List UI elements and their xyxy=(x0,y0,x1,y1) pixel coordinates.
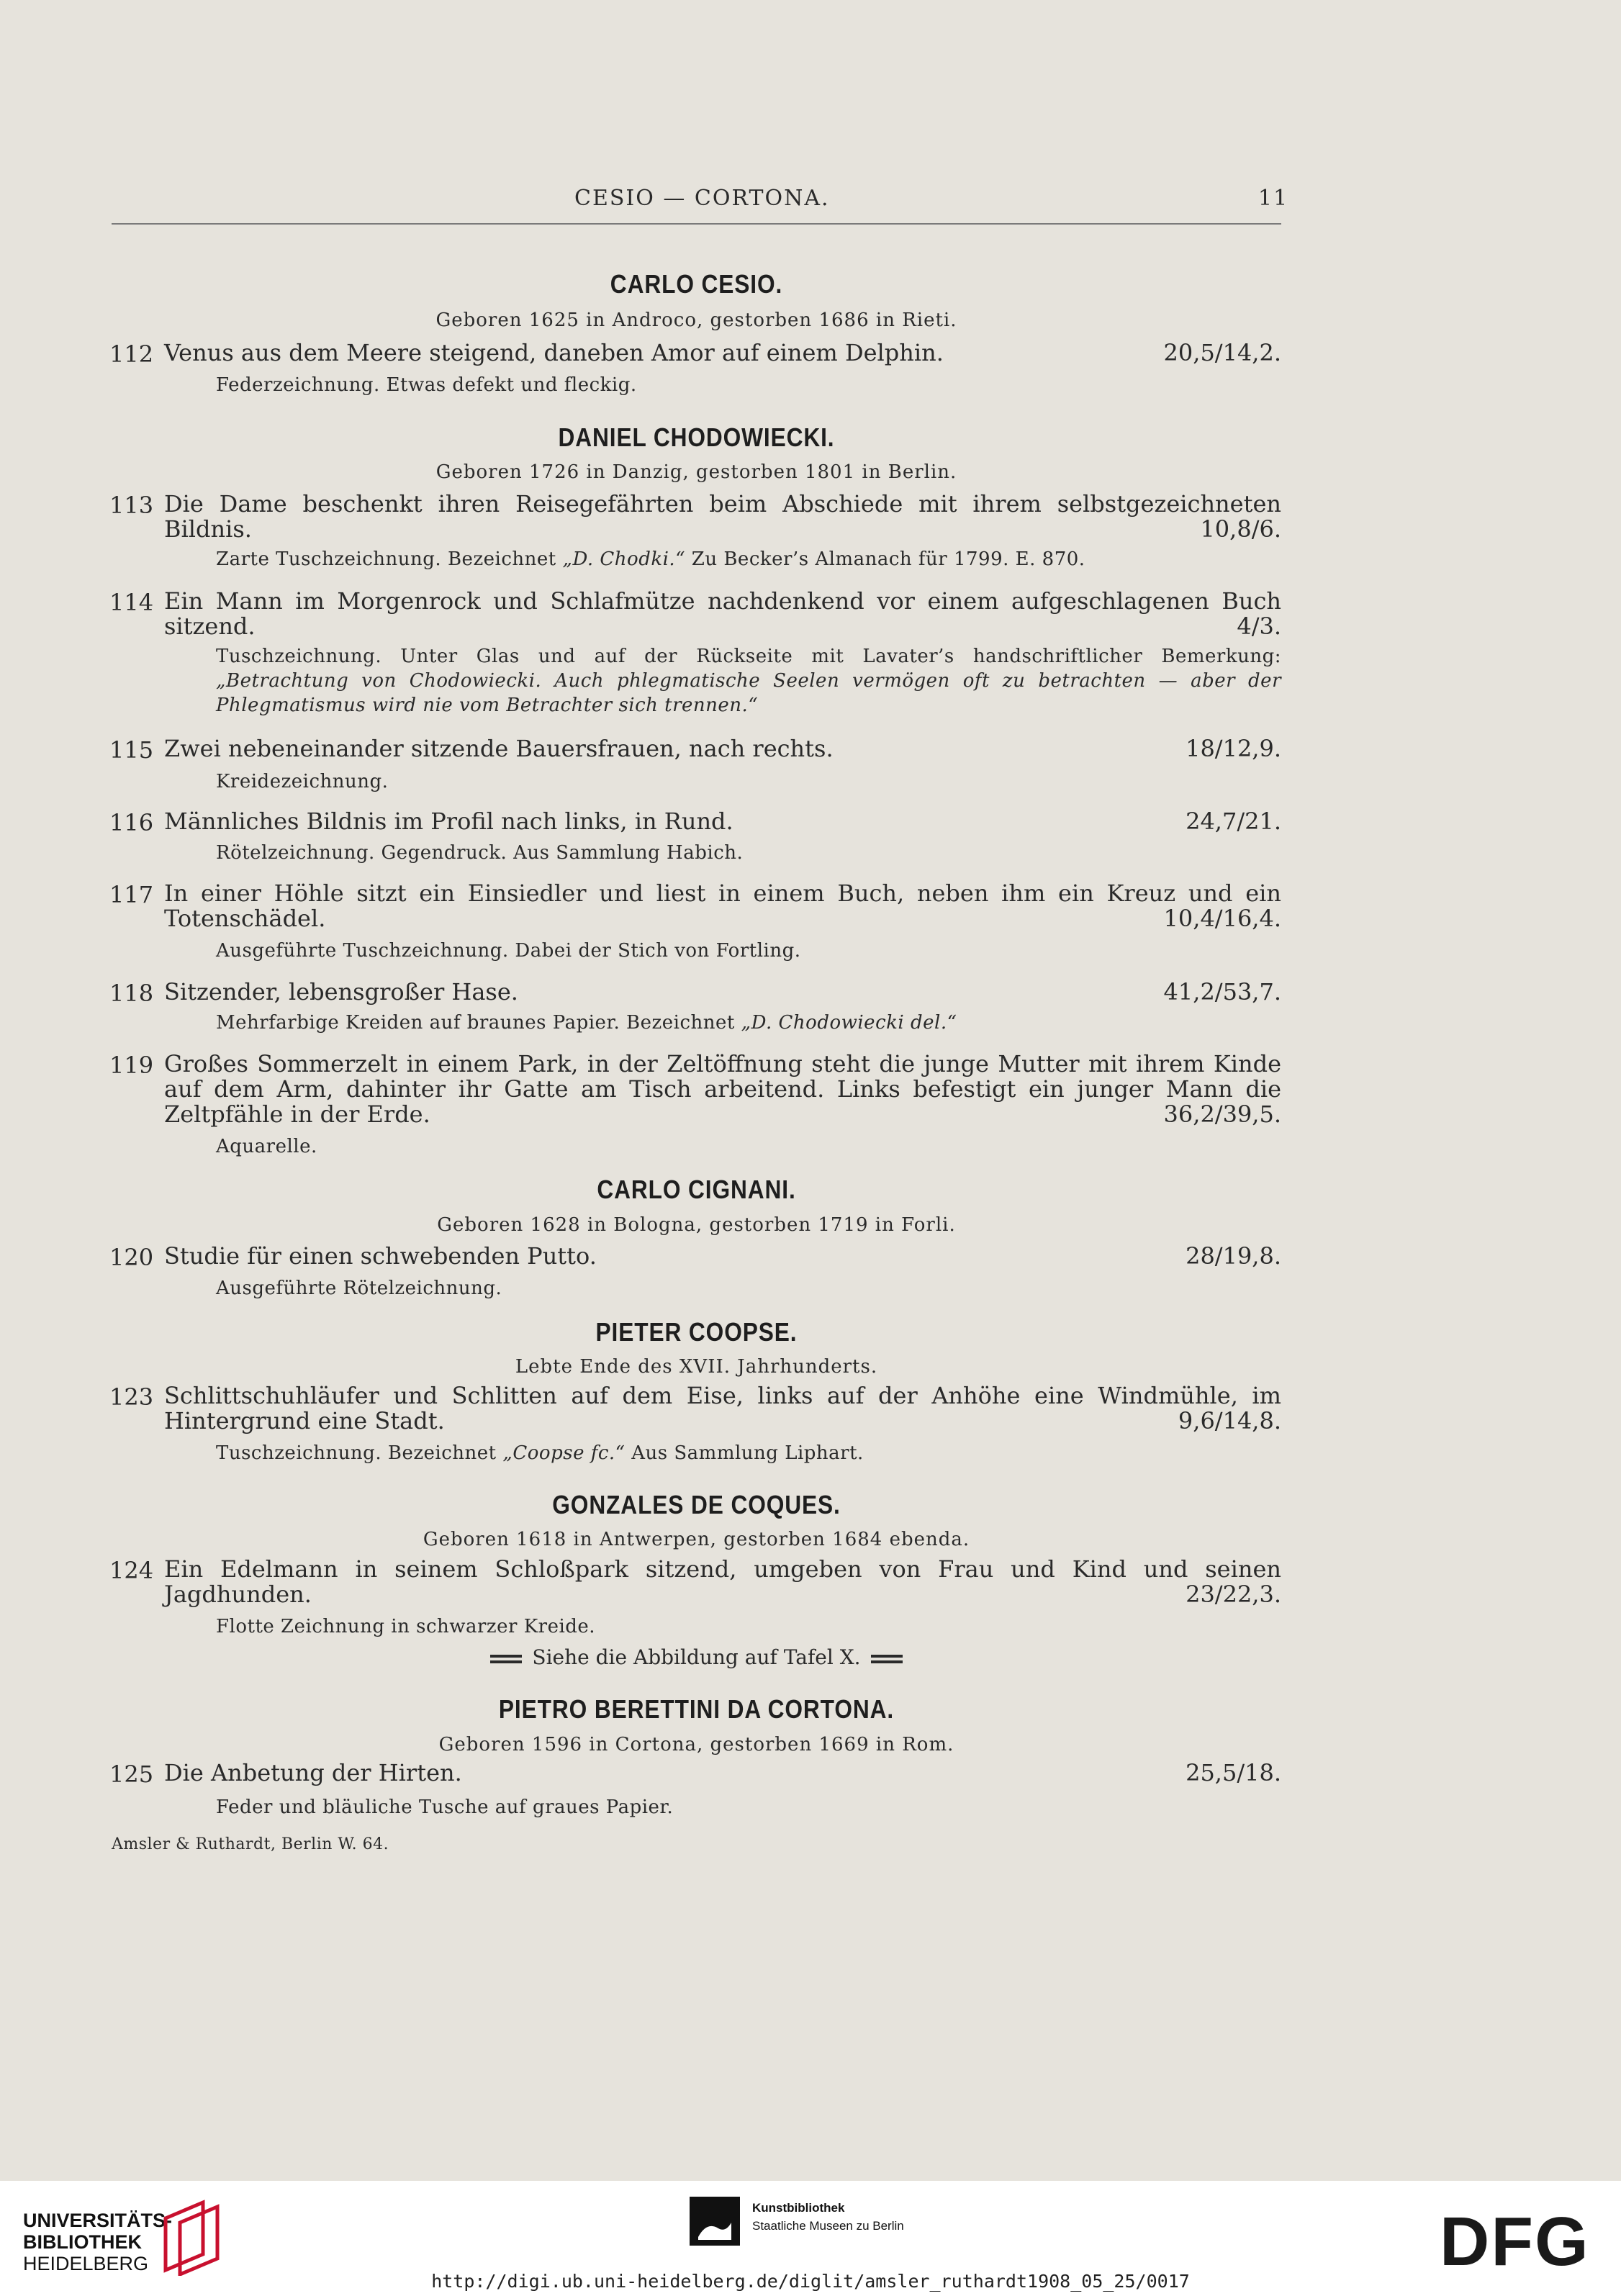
permalink-url[interactable]: http://digi.ub.uni-heidelberg.de/diglit/amsler_ruthardt1908_05_25/0017 xyxy=(431,2271,1190,2292)
entry-number: 125 xyxy=(109,1761,154,1788)
entry-number: 117 xyxy=(109,881,154,908)
entry-description xyxy=(164,589,1281,639)
entry-note: Kreidezeichnung. xyxy=(216,771,389,792)
running-header-title: CESIO — CORTONA. xyxy=(574,186,830,211)
viewer-footer xyxy=(0,2181,1621,2296)
entry-dimensions: 25,5/18. xyxy=(1186,1759,1281,1786)
entry-note: Aquarelle. xyxy=(216,1136,317,1157)
entry-description xyxy=(164,492,1281,542)
entry-note: Feder und bläuliche Tusche auf graues Papier. xyxy=(216,1796,674,1818)
artist-bio: Geboren 1596 in Cortona, gestorben 1669 in Rom. xyxy=(438,1734,954,1755)
entry-description xyxy=(164,736,1281,761)
artist-bio: Geboren 1628 in Bologna, gestorben 1719 in Forli. xyxy=(437,1214,956,1236)
entry-dimensions: 9,6/14,8. xyxy=(1178,1407,1281,1434)
entry-number: 114 xyxy=(109,589,154,616)
entry-number: 113 xyxy=(109,492,154,519)
header-rule xyxy=(112,223,1281,225)
kunstbibliothek-logo-icon xyxy=(690,2197,740,2246)
entry-text: Ein Mann im Morgenrock und Schlafmütze nachdenkend vor einem aufgeschlagenen Buch sitzend. xyxy=(164,587,1281,640)
entry-note: Rötelzeichnung. Gegendruck. Aus Sammlung Habich. xyxy=(216,842,744,864)
artist-bio: Geboren 1726 in Danzig, gestorben 1801 in Berlin. xyxy=(435,461,957,483)
ub-heidelberg-logo-text: UNIVERSITÄTS- BIBLIOTHEK HEIDELBERG xyxy=(23,2210,173,2274)
entry-dimensions: 36,2/39,5. xyxy=(1163,1100,1281,1128)
entry-dimensions: 20,5/14,2. xyxy=(1163,339,1281,366)
artist-heading: GONZALES DE COQUES. xyxy=(552,1490,841,1519)
entry-description xyxy=(164,340,1281,366)
artist-heading: PIETRO BERETTINI DA CORTONA. xyxy=(498,1694,895,1724)
entry-description xyxy=(164,809,1281,834)
entry-dimensions: 41,2/53,7. xyxy=(1163,978,1281,1005)
plate-reference: Siehe die Abbildung auf Tafel X. xyxy=(112,1645,1281,1669)
artist-bio: Geboren 1625 in Androco, gestorben 1686 in Rieti. xyxy=(435,309,957,331)
ub-heidelberg-logo-icon xyxy=(160,2197,225,2276)
entry-text: Venus aus dem Meere steigend, daneben Amor auf einem Delphin. xyxy=(164,339,944,366)
entry-dimensions: 24,7/21. xyxy=(1186,808,1281,835)
entry-description xyxy=(164,980,1281,1005)
printer-imprint: Amsler & Ruthardt, Berlin W. 64. xyxy=(112,1835,389,1853)
entry-text: Sitzender, lebensgroßer Hase. xyxy=(164,978,518,1005)
entry-note: Flotte Zeichnung in schwarzer Kreide. xyxy=(216,1616,596,1637)
entry-text: Männliches Bildnis im Profil nach links, in Rund. xyxy=(164,808,733,835)
entry-dimensions: 4/3. xyxy=(1237,613,1281,640)
kunstbibliothek-logo-text: Kunstbibliothek Staatliche Museen zu Berlin xyxy=(752,2201,904,2233)
entry-description xyxy=(164,1052,1281,1127)
artist-heading: CARLO CIGNANI. xyxy=(597,1175,796,1204)
entry-number: 124 xyxy=(109,1557,154,1584)
entry-text: Schlittschuhläufer und Schlitten auf dem Eise, links auf der Anhöhe eine Windmühle, im Hintergrund eine Stadt. xyxy=(164,1382,1281,1434)
artist-bio: Geboren 1618 in Antwerpen, gestorben 1684 ebenda. xyxy=(423,1529,970,1550)
entry-description xyxy=(164,1383,1281,1434)
entry-note: Zarte Tuschzeichnung. Bezeichnet „D. Chodki.“ Zu Becker’s Almanach für 1799. E. 870. xyxy=(216,548,1085,570)
entry-text: Ein Edelmann in seinem Schloßpark sitzend, umgeben von Frau und Kind und seinen Jagdhunden. xyxy=(164,1555,1281,1608)
entry-number: 116 xyxy=(109,809,154,836)
entry-note: Ausgeführte Rötelzeichnung. xyxy=(216,1278,502,1299)
entry-description xyxy=(164,1244,1281,1269)
entry-text: Studie für einen schwebenden Putto. xyxy=(164,1242,597,1270)
double-rule-right xyxy=(871,1655,903,1663)
entry-dimensions: 10,4/16,4. xyxy=(1163,905,1281,932)
entry-number: 115 xyxy=(109,736,154,764)
entry-number: 119 xyxy=(109,1052,154,1079)
page-number: 11 xyxy=(1258,186,1289,211)
entry-dimensions: 23/22,3. xyxy=(1186,1581,1281,1608)
entry-text: Die Dame beschenkt ihren Reisegefährten beim Abschiede mit ihrem selbstgezeichneten Bildnis. xyxy=(164,490,1281,543)
artist-heading: PIETER COOPSE. xyxy=(595,1317,798,1347)
entry-number: 123 xyxy=(109,1383,154,1411)
double-rule-left xyxy=(490,1655,522,1663)
entry-number: 118 xyxy=(109,980,154,1007)
entry-note: Tuschzeichnung. Unter Glas und auf der Rückseite mit Lavater’s handschriftlicher Bemerkung: „Betrachtung von Chodowiecki. Auch phlegmatische Seelen vermögen oft zu betrachten — aber der Phlegmatismus wird nie vom Betrachter sich trennen.“ xyxy=(216,646,1281,716)
artist-heading: DANIEL CHODOWIECKI. xyxy=(558,422,835,452)
entry-text: In einer Höhle sitzt ein Einsiedler und liest in einem Buch, neben ihm ein Kreuz und ein Totenschädel. xyxy=(164,880,1281,932)
entry-description xyxy=(164,881,1281,931)
entry-text: Großes Sommerzelt in einem Park, in der Zeltöffnung steht die junge Mutter mit ihrem Kinde auf dem Arm, dahinter ihr Gatte am Tisch arbeitend. Links befestigt ein junger Mann die Zeltpfähle in der Erde. xyxy=(164,1050,1281,1128)
entry-dimensions: 18/12,9. xyxy=(1186,735,1281,762)
artist-heading: CARLO CESIO. xyxy=(610,269,783,299)
artist-bio: Lebte Ende des XVII. Jahrhunderts. xyxy=(515,1356,878,1378)
entry-note: Tuschzeichnung. Bezeichnet „Coopse fc.“ Aus Sammlung Liphart. xyxy=(216,1442,864,1464)
entry-number: 112 xyxy=(109,340,154,368)
dfg-logo: DFG xyxy=(1440,2203,1590,2280)
entry-note: Federzeichnung. Etwas defekt und fleckig. xyxy=(216,374,637,396)
entry-description xyxy=(164,1557,1281,1607)
entry-number: 120 xyxy=(109,1244,154,1271)
entry-text: Zwei nebeneinander sitzende Bauersfrauen, nach rechts. xyxy=(164,735,834,762)
entry-dimensions: 28/19,8. xyxy=(1186,1242,1281,1270)
entry-description xyxy=(164,1761,1281,1786)
entry-dimensions: 10,8/6. xyxy=(1200,515,1281,543)
entry-text: Die Anbetung der Hirten. xyxy=(164,1759,462,1786)
entry-note: Ausgeführte Tuschzeichnung. Dabei der Stich von Fortling. xyxy=(216,940,801,962)
entry-note: Mehrfarbige Kreiden auf braunes Papier. Bezeichnet „D. Chodowiecki del.“ xyxy=(216,1012,957,1034)
